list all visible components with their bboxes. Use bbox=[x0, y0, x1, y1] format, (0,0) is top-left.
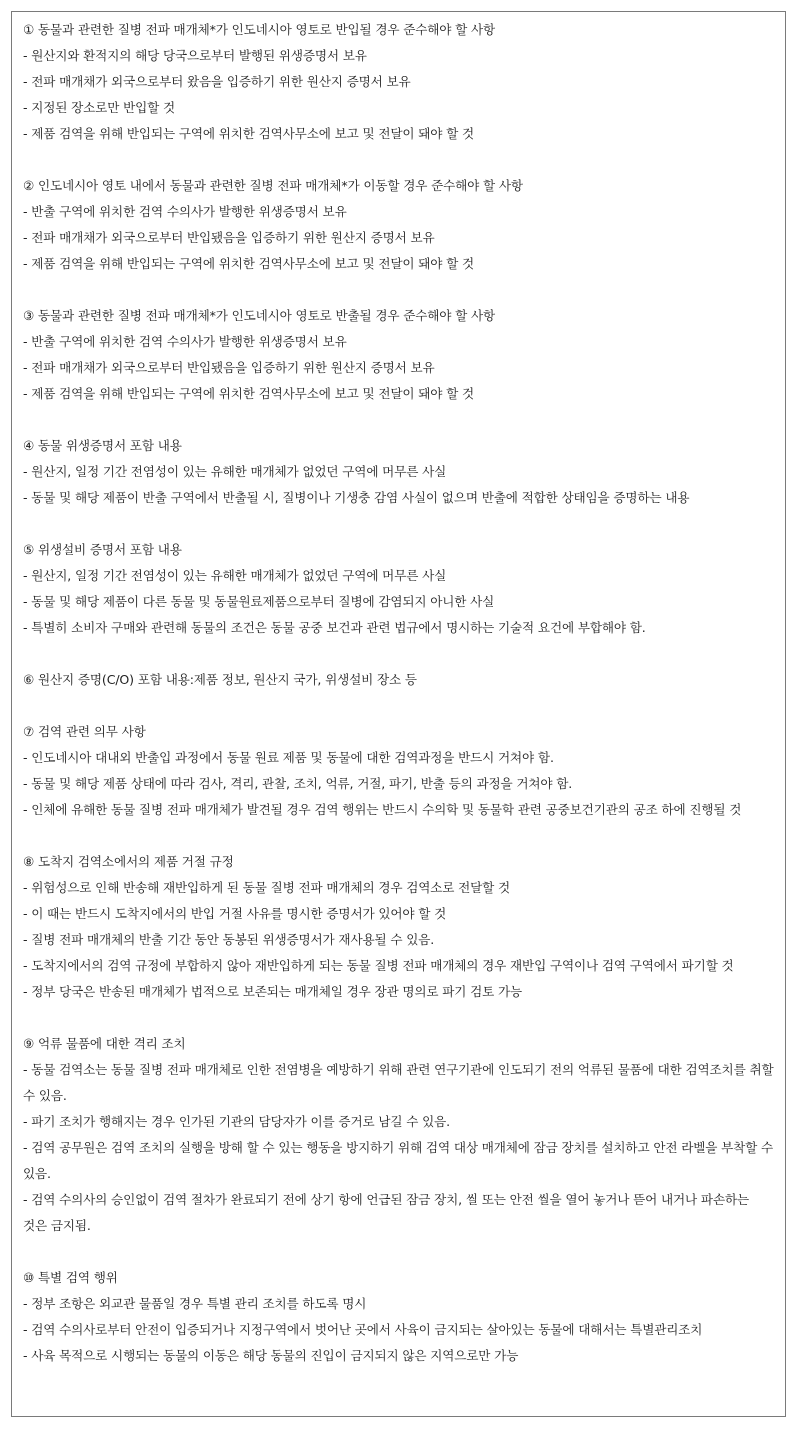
list-item: - 검역 수의사로부터 안전이 입증되거나 지정구역에서 벗어난 곳에서 사육이 금지되는 살아있는 동물에 대해서는 특별관리조치 bbox=[23, 1322, 703, 1337]
section-9 bbox=[23, 1031, 774, 1239]
section-8 bbox=[23, 849, 774, 1005]
list-item: - 전파 매개채가 외국으로부터 왔음을 입증하기 위한 원산지 증명서 보유 bbox=[23, 74, 411, 89]
list-item: - 위험성으로 인해 반송해 재반입하게 된 동물 질병 전파 매개체의 경우 검역소로 전달할 것 bbox=[23, 880, 511, 895]
list-item: - 원산지와 환적지의 해당 당국으로부터 발행된 위생증명서 보유 bbox=[23, 48, 367, 63]
list-item: - 도착지에서의 검역 규정에 부합하지 않아 재반입하게 되는 동물 질병 전파 매개체의 경우 재반입 구역이나 검역 구역에서 파기할 것 bbox=[23, 958, 734, 973]
section-heading: ⑧ 도착지 검역소에서의 제품 거절 규정 bbox=[23, 854, 234, 869]
list-item: - 반출 구역에 위치한 검역 수의사가 발행한 위생증명서 보유 bbox=[23, 204, 347, 219]
section-4 bbox=[23, 433, 774, 511]
section-1 bbox=[23, 17, 774, 147]
list-item: - 특별히 소비자 구매와 관련해 동물의 조건은 동물 공중 보건과 관련 법규에서 명시하는 기술적 요건에 부합해야 함. bbox=[23, 620, 646, 635]
list-item: - 정부 조항은 외교관 물품일 경우 특별 관리 조치를 하도록 명시 bbox=[23, 1296, 367, 1311]
section-2 bbox=[23, 173, 774, 277]
list-item: - 정부 당국은 반송된 매개체가 법적으로 보존되는 매개체일 경우 장관 명의로 파기 검토 가능 bbox=[23, 984, 523, 999]
section-heading: ③ 동물과 관련한 질병 전파 매개체*가 인도네시아 영토로 반출될 경우 준수해야 할 사항 bbox=[23, 308, 496, 323]
section-10 bbox=[23, 1265, 774, 1369]
list-item: - 원산지, 일정 기간 전염성이 있는 유해한 매개체가 없었던 구역에 머무른 사실 bbox=[23, 568, 447, 583]
section-7 bbox=[23, 719, 774, 823]
list-item: - 동물 및 해당 제품이 반출 구역에서 반출될 시, 질병이나 기생충 감염 사실이 없으며 반출에 적합한 상태임을 증명하는 내용 bbox=[23, 490, 690, 505]
list-item: - 반출 구역에 위치한 검역 수의사가 발행한 위생증명서 보유 bbox=[23, 334, 347, 349]
list-item: - 사육 목적으로 시행되는 동물의 이동은 해당 동물의 진입이 금지되지 않은 지역으로만 가능 bbox=[23, 1348, 519, 1363]
section-5 bbox=[23, 537, 774, 641]
list-item: - 인체에 유해한 동물 질병 전파 매개체가 발견될 경우 검역 행위는 반드시 수의학 및 동물학 관련 공중보건기관의 공조 하에 진행될 것 bbox=[23, 802, 742, 817]
list-item: - 검역 공무원은 검역 조치의 실행을 방해 할 수 있는 행동을 방지하기 위해 검역 대상 매개체에 잠금 장치를 설치하고 안전 라벨을 부착할 수 있음. bbox=[23, 1140, 774, 1181]
section-heading: ⑤ 위생설비 증명서 포함 내용 bbox=[23, 542, 182, 557]
section-heading: ⑩ 특별 검역 행위 bbox=[23, 1270, 118, 1285]
list-item: - 동물 및 해당 제품 상태에 따라 검사, 격리, 관찰, 조치, 억류, 거절, 파기, 반출 등의 과정을 거쳐야 함. bbox=[23, 776, 573, 791]
list-item: - 제품 검역을 위해 반입되는 구역에 위치한 검역사무소에 보고 및 전달이 돼야 할 것 bbox=[23, 126, 474, 141]
list-item: - 동물 검역소는 동물 질병 전파 매개체로 인한 전염병을 예방하기 위해 관련 연구기관에 인도되기 전의 억류된 물품에 대한 검역조치를 취할 수 있음. bbox=[23, 1062, 774, 1103]
section-heading: ① 동물과 관련한 질병 전파 매개체*가 인도네시아 영토로 반입될 경우 준수해야 할 사항 bbox=[23, 22, 496, 37]
list-item: - 제품 검역을 위해 반입되는 구역에 위치한 검역사무소에 보고 및 전달이 돼야 할 것 bbox=[23, 256, 474, 271]
list-item: - 질병 전파 매개체의 반출 기간 동안 동봉된 위생증명서가 재사용될 수 있음. bbox=[23, 932, 435, 947]
list-item: - 원산지, 일정 기간 전염성이 있는 유해한 매개체가 없었던 구역에 머무른 사실 bbox=[23, 464, 447, 479]
list-item: - 제품 검역을 위해 반입되는 구역에 위치한 검역사무소에 보고 및 전달이 돼야 할 것 bbox=[23, 386, 474, 401]
list-item: - 전파 매개채가 외국으로부터 반입됐음을 입증하기 위한 원산지 증명서 보유 bbox=[23, 230, 435, 245]
section-heading: ⑦ 검역 관련 의무 사항 bbox=[23, 724, 146, 739]
section-heading: ④ 동물 위생증명서 포함 내용 bbox=[23, 438, 182, 453]
section-heading: ⑨ 억류 물품에 대한 격리 조치 bbox=[23, 1036, 186, 1051]
list-item: - 이 때는 반드시 도착지에서의 반입 거절 사유를 명시한 증명서가 있어야 할 것 bbox=[23, 906, 447, 921]
section-6 bbox=[23, 667, 774, 693]
list-item: - 지정된 장소로만 반입할 것 bbox=[23, 100, 175, 115]
list-item: - 검역 수의사의 승인없이 검역 절차가 완료되기 전에 상기 항에 언급된 잠금 장치, 씰 또는 안전 씰을 열어 놓거나 뜯어 내거나 파손하는 것은 금지됨. bbox=[23, 1192, 749, 1233]
list-item: - 파기 조치가 행해지는 경우 인가된 기관의 담당자가 이를 증거로 남길 수 있음. bbox=[23, 1114, 450, 1129]
document-box bbox=[11, 11, 786, 1417]
section-heading: ② 인도네시아 영토 내에서 동물과 관련한 질병 전파 매개체*가 이동할 경우 준수해야 할 사항 bbox=[23, 178, 523, 193]
list-item: - 전파 매개채가 외국으로부터 반입됐음을 입증하기 위한 원산지 증명서 보유 bbox=[23, 360, 435, 375]
section-heading: ⑥ 원산지 증명(C/O) 포함 내용:제품 정보, 원산지 국가, 위생설비 장소 등 bbox=[23, 672, 417, 687]
list-item: - 동물 및 해당 제품이 다른 동물 및 동물원료제품으로부터 질병에 감염되지 아니한 사실 bbox=[23, 594, 495, 609]
list-item: - 인도네시아 대내외 반출입 과정에서 동물 원료 제품 및 동물에 대한 검역과정을 반드시 거쳐야 함. bbox=[23, 750, 554, 765]
section-3 bbox=[23, 303, 774, 407]
